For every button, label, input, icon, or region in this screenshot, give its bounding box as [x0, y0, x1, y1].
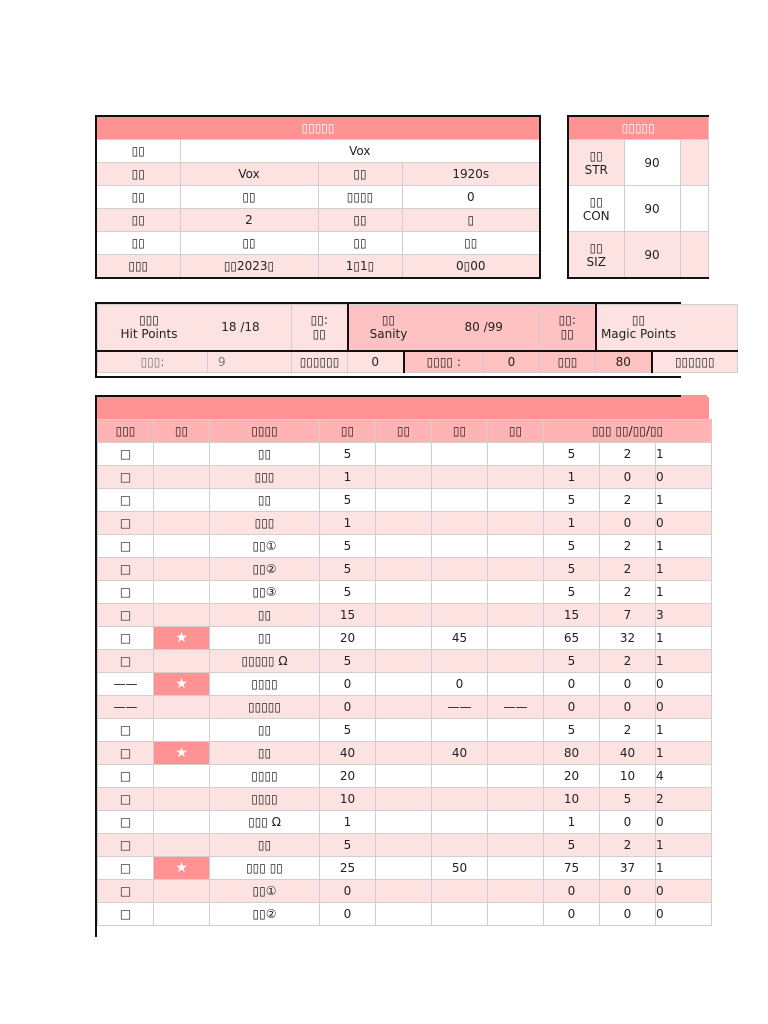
info-value[interactable]: ▯▯2023▯: [180, 255, 318, 279]
skill-growth-checkbox[interactable]: ——: [98, 696, 154, 719]
skill-occupation-points[interactable]: [376, 673, 432, 696]
stat-label: ▯▯▯▯▯▯: [652, 351, 738, 373]
skill-total: 80: [544, 742, 600, 765]
skill-occupation-points[interactable]: [376, 696, 432, 719]
stat-value[interactable]: 80: [596, 351, 652, 373]
skill-total: 10: [544, 788, 600, 811]
skill-growth-checkbox[interactable]: □: [98, 443, 154, 466]
info-label: ▯▯: [96, 232, 180, 255]
skill-total: 5: [544, 443, 600, 466]
skill-occupation-points[interactable]: [376, 765, 432, 788]
skill-half: 2: [600, 719, 656, 742]
hp-status: ▯▯: ▯▯: [292, 305, 348, 351]
info-label: ▯▯: [318, 209, 402, 232]
skill-half: 7: [600, 604, 656, 627]
skill-star-marker: [154, 811, 210, 834]
skill-half: 40: [600, 742, 656, 765]
skill-row: [98, 466, 712, 489]
skill-star-marker: [154, 489, 210, 512]
skill-interest-points[interactable]: [432, 443, 488, 466]
skill-fifth: 3: [656, 604, 712, 627]
skill-total: 5: [544, 535, 600, 558]
skill-base: 0: [320, 903, 376, 926]
skill-base: 0: [320, 880, 376, 903]
skills-header: ▯▯: [154, 420, 210, 443]
skill-growth-points[interactable]: [488, 903, 544, 926]
skill-growth-points[interactable]: [488, 535, 544, 558]
stats-table: [97, 304, 738, 373]
skill-star-marker: [154, 834, 210, 857]
skill-growth-checkbox[interactable]: □: [98, 742, 154, 765]
info-label: ▯▯▯: [96, 255, 180, 279]
skills-header: ▯▯▯ ▯▯/▯▯/▯▯: [544, 420, 712, 443]
skill-base: 5: [320, 581, 376, 604]
skill-name: ▯▯▯▯: [210, 673, 320, 696]
skill-base: 0: [320, 673, 376, 696]
skill-fifth: 4: [656, 765, 712, 788]
skill-row: [98, 650, 712, 673]
skill-half: 2: [600, 489, 656, 512]
skill-half: 2: [600, 581, 656, 604]
skill-row: [98, 857, 712, 880]
skill-star-marker: ★: [154, 742, 210, 765]
info-value[interactable]: Vox: [180, 140, 540, 163]
skill-half: 0: [600, 673, 656, 696]
skill-growth-points[interactable]: [488, 880, 544, 903]
attribute-value[interactable]: 90: [624, 140, 680, 186]
skill-row: [98, 627, 712, 650]
skill-half: 37: [600, 857, 656, 880]
skill-base: 20: [320, 627, 376, 650]
skill-star-marker: [154, 604, 210, 627]
skill-name: ▯▯▯: [210, 512, 320, 535]
info-label: ▯▯▯▯: [318, 186, 402, 209]
attribute-value[interactable]: 90: [624, 232, 680, 279]
skill-star-marker: [154, 581, 210, 604]
sanity-label-cn: ▯▯: [381, 313, 396, 328]
skill-half: 10: [600, 765, 656, 788]
info-label: ▯▯: [96, 163, 180, 186]
skill-growth-checkbox[interactable]: □: [98, 857, 154, 880]
skill-interest-points[interactable]: ——: [432, 696, 488, 719]
investigator-info-table: [95, 115, 541, 279]
skill-growth-checkbox[interactable]: □: [98, 788, 154, 811]
skill-star-marker: [154, 719, 210, 742]
skill-row: [98, 719, 712, 742]
skills-title-bar: [97, 397, 709, 419]
skill-growth-points[interactable]: [488, 788, 544, 811]
skill-name: ▯▯: [210, 742, 320, 765]
skill-total: 5: [544, 581, 600, 604]
skill-total: 65: [544, 627, 600, 650]
skill-growth-points[interactable]: [488, 650, 544, 673]
info-value[interactable]: 0▯00: [402, 255, 540, 279]
skill-fifth: 0: [656, 903, 712, 926]
skill-occupation-points[interactable]: [376, 604, 432, 627]
skill-interest-points[interactable]: [432, 535, 488, 558]
skill-fifth: 1: [656, 443, 712, 466]
attribute-label: ▯▯ STR: [568, 140, 624, 186]
skill-base: 5: [320, 443, 376, 466]
skill-star-marker: [154, 696, 210, 719]
skill-growth-points[interactable]: [488, 765, 544, 788]
skill-growth-checkbox[interactable]: □: [98, 512, 154, 535]
skill-base: 25: [320, 857, 376, 880]
skill-interest-points[interactable]: [432, 558, 488, 581]
info-value[interactable]: ▯▯: [402, 232, 540, 255]
skill-growth-points[interactable]: [488, 834, 544, 857]
skill-occupation-points[interactable]: [376, 627, 432, 650]
skill-name: ▯▯①: [210, 880, 320, 903]
skills-header: ▯▯: [488, 420, 544, 443]
skill-name: ▯▯▯: [210, 466, 320, 489]
skill-interest-points[interactable]: 45: [432, 627, 488, 650]
skill-name: ▯▯: [210, 443, 320, 466]
skill-interest-points[interactable]: 50: [432, 857, 488, 880]
sanity-label-en: Sanity: [369, 327, 408, 342]
skill-occupation-points[interactable]: [376, 443, 432, 466]
skills-header: ▯▯: [376, 420, 432, 443]
skill-row: [98, 788, 712, 811]
sanity-status: ▯▯: ▯▯: [540, 305, 596, 351]
skill-total: 1: [544, 811, 600, 834]
skill-base: 5: [320, 719, 376, 742]
skill-growth-points[interactable]: [488, 857, 544, 880]
skill-fifth: 2: [656, 788, 712, 811]
skill-total: 1: [544, 512, 600, 535]
skill-growth-points[interactable]: [488, 466, 544, 489]
skill-growth-checkbox[interactable]: □: [98, 581, 154, 604]
skill-growth-checkbox[interactable]: □: [98, 604, 154, 627]
skill-row: [98, 742, 712, 765]
skill-row: [98, 581, 712, 604]
skill-growth-points[interactable]: [488, 604, 544, 627]
skill-base: 5: [320, 834, 376, 857]
skill-interest-points[interactable]: [432, 788, 488, 811]
skill-name: ▯▯②: [210, 558, 320, 581]
skill-star-marker: [154, 765, 210, 788]
skill-growth-checkbox[interactable]: □: [98, 558, 154, 581]
info-value[interactable]: Vox: [180, 163, 318, 186]
skill-row: [98, 558, 712, 581]
skill-base: 5: [320, 489, 376, 512]
skill-name: ▯▯③: [210, 581, 320, 604]
skill-total: 75: [544, 857, 600, 880]
skill-occupation-points[interactable]: [376, 535, 432, 558]
skill-occupation-points[interactable]: [376, 719, 432, 742]
skill-growth-checkbox[interactable]: □: [98, 650, 154, 673]
skill-growth-points[interactable]: [488, 558, 544, 581]
skill-total: 5: [544, 650, 600, 673]
info-value[interactable]: ▯▯: [180, 232, 318, 255]
skill-total: 0: [544, 903, 600, 926]
skill-name: ▯▯: [210, 719, 320, 742]
skill-growth-checkbox[interactable]: □: [98, 765, 154, 788]
skill-occupation-points[interactable]: [376, 489, 432, 512]
info-title: ▯▯▯▯▯: [96, 116, 540, 140]
attributes-table: [567, 115, 709, 279]
skill-star-marker: [154, 558, 210, 581]
skill-occupation-points[interactable]: [376, 903, 432, 926]
info-value[interactable]: 1▯1▯: [318, 255, 402, 279]
attribute-label: ▯▯ CON: [568, 186, 624, 232]
skill-base: 1: [320, 811, 376, 834]
skill-fifth: 1: [656, 558, 712, 581]
skill-star-marker: [154, 788, 210, 811]
stat-label: ▯▯▯: [540, 351, 596, 373]
skill-half: 0: [600, 466, 656, 489]
skill-occupation-points[interactable]: [376, 811, 432, 834]
skills-table: [97, 419, 712, 926]
skill-growth-points[interactable]: [488, 443, 544, 466]
skill-growth-checkbox[interactable]: □: [98, 535, 154, 558]
skill-base: 15: [320, 604, 376, 627]
skill-occupation-points[interactable]: [376, 466, 432, 489]
info-value[interactable]: 2: [180, 209, 318, 232]
skill-growth-checkbox[interactable]: □: [98, 627, 154, 650]
skill-star-marker: [154, 443, 210, 466]
skill-interest-points[interactable]: 40: [432, 742, 488, 765]
skill-half: 2: [600, 535, 656, 558]
skill-fifth: 1: [656, 650, 712, 673]
skill-total: 1: [544, 466, 600, 489]
info-value[interactable]: 1920s: [402, 163, 540, 186]
skill-name: ▯▯: [210, 834, 320, 857]
skill-row: [98, 880, 712, 903]
attribute-value[interactable]: 90: [624, 186, 680, 232]
skill-fifth: 0: [656, 512, 712, 535]
skill-growth-points[interactable]: [488, 673, 544, 696]
skill-interest-points[interactable]: [432, 834, 488, 857]
skill-occupation-points[interactable]: [376, 581, 432, 604]
sanity-block: [348, 305, 540, 351]
skill-total: 15: [544, 604, 600, 627]
skill-name: ▯▯▯▯▯ Ω: [210, 650, 320, 673]
skill-base: 5: [320, 650, 376, 673]
skill-fifth: 1: [656, 719, 712, 742]
skill-row: [98, 604, 712, 627]
skill-fifth: 0: [656, 696, 712, 719]
skill-interest-points[interactable]: [432, 489, 488, 512]
skill-name: ▯▯: [210, 489, 320, 512]
skill-interest-points[interactable]: [432, 650, 488, 673]
skill-star-marker: [154, 650, 210, 673]
skill-row: [98, 673, 712, 696]
info-value[interactable]: ▯▯: [180, 186, 318, 209]
skill-interest-points[interactable]: [432, 903, 488, 926]
hp-label-en: Hit Points: [120, 327, 178, 342]
hp-label-cn: ▯▯▯: [139, 313, 159, 328]
skill-name: ▯▯▯▯: [210, 788, 320, 811]
skill-growth-points[interactable]: [488, 512, 544, 535]
skill-growth-points[interactable]: ——: [488, 696, 544, 719]
skill-occupation-points[interactable]: [376, 880, 432, 903]
skill-fifth: 1: [656, 834, 712, 857]
skill-fifth: 1: [656, 742, 712, 765]
skill-half: 0: [600, 512, 656, 535]
skill-total: 5: [544, 719, 600, 742]
skill-name: ▯▯▯ Ω: [210, 811, 320, 834]
skill-interest-points[interactable]: [432, 604, 488, 627]
info-label: ▯▯: [96, 209, 180, 232]
mp-block: [596, 305, 738, 351]
skill-name: ▯▯: [210, 604, 320, 627]
attribute-label: ▯▯ SIZ: [568, 232, 624, 279]
info-value[interactable]: 0: [402, 186, 540, 209]
skill-growth-checkbox[interactable]: □: [98, 811, 154, 834]
mp-label-en: Magic Points: [600, 327, 677, 342]
skill-total: 0: [544, 696, 600, 719]
skill-star-marker: [154, 512, 210, 535]
skill-fifth: 0: [656, 811, 712, 834]
skill-fifth: 1: [656, 627, 712, 650]
skill-fifth: 0: [656, 673, 712, 696]
skill-interest-points[interactable]: [432, 719, 488, 742]
skill-star-marker: ★: [154, 673, 210, 696]
hp-value[interactable]: 18 /18: [221, 320, 260, 335]
skill-name: ▯▯▯▯▯: [210, 696, 320, 719]
skill-fifth: 1: [656, 581, 712, 604]
skill-base: 1: [320, 512, 376, 535]
skill-growth-points[interactable]: [488, 581, 544, 604]
skill-star-marker: [154, 535, 210, 558]
skill-half: 2: [600, 834, 656, 857]
skills-header: ▯▯▯: [98, 420, 154, 443]
skill-star-marker: ★: [154, 627, 210, 650]
skill-star-marker: [154, 466, 210, 489]
skill-fifth: 1: [656, 857, 712, 880]
info-label: ▯▯: [96, 186, 180, 209]
skill-interest-points[interactable]: [432, 880, 488, 903]
stat-value[interactable]: 9: [208, 351, 292, 373]
stat-label: ▯▯▯▯▯▯: [292, 351, 348, 373]
skill-star-marker: [154, 903, 210, 926]
sanity-value[interactable]: 80 /99: [464, 320, 503, 335]
stats-panel: [95, 302, 715, 378]
skill-growth-checkbox[interactable]: □: [98, 903, 154, 926]
skill-interest-points[interactable]: [432, 512, 488, 535]
attributes-panel: [567, 115, 679, 281]
skill-half: 0: [600, 696, 656, 719]
info-label: ▯▯: [318, 232, 402, 255]
skill-total: 5: [544, 489, 600, 512]
info-label: ▯▯: [318, 163, 402, 186]
skill-total: 0: [544, 673, 600, 696]
skill-interest-points[interactable]: [432, 765, 488, 788]
mp-label-cn: ▯▯: [631, 313, 646, 328]
skill-name: ▯▯▯▯: [210, 765, 320, 788]
skill-base: 20: [320, 765, 376, 788]
skill-growth-checkbox[interactable]: □: [98, 719, 154, 742]
skill-half: 2: [600, 443, 656, 466]
skill-growth-checkbox[interactable]: □: [98, 489, 154, 512]
skill-half: 2: [600, 650, 656, 673]
skill-fifth: 0: [656, 466, 712, 489]
skill-row: [98, 443, 712, 466]
skill-base: 0: [320, 696, 376, 719]
skill-occupation-points[interactable]: [376, 742, 432, 765]
skill-growth-points[interactable]: [488, 811, 544, 834]
skill-interest-points[interactable]: [432, 581, 488, 604]
skill-interest-points[interactable]: [432, 466, 488, 489]
skill-row: [98, 489, 712, 512]
hp-block: [98, 305, 292, 351]
skills-header: ▯▯: [432, 420, 488, 443]
skill-row: [98, 765, 712, 788]
skill-half: 0: [600, 811, 656, 834]
skill-fifth: 0: [656, 880, 712, 903]
skill-row: [98, 811, 712, 834]
info-value[interactable]: ▯: [402, 209, 540, 232]
skill-occupation-points[interactable]: [376, 558, 432, 581]
skill-growth-checkbox[interactable]: ——: [98, 673, 154, 696]
skills-panel: [95, 395, 681, 937]
skill-name: ▯▯: [210, 627, 320, 650]
skill-total: 20: [544, 765, 600, 788]
skill-fifth: 1: [656, 535, 712, 558]
skill-row: [98, 834, 712, 857]
skill-half: 2: [600, 558, 656, 581]
skill-growth-checkbox[interactable]: □: [98, 466, 154, 489]
skill-half: 32: [600, 627, 656, 650]
stat-value[interactable]: 0: [484, 351, 540, 373]
stat-label: ▯▯▯:: [98, 351, 208, 373]
skill-growth-points[interactable]: [488, 719, 544, 742]
skill-growth-checkbox[interactable]: □: [98, 834, 154, 857]
skill-star-marker: [154, 880, 210, 903]
skill-base: 5: [320, 558, 376, 581]
skill-interest-points[interactable]: [432, 811, 488, 834]
skill-growth-points[interactable]: [488, 742, 544, 765]
skill-row: [98, 903, 712, 926]
skill-growth-checkbox[interactable]: □: [98, 880, 154, 903]
stat-value[interactable]: 0: [348, 351, 404, 373]
skill-base: 5: [320, 535, 376, 558]
skill-total: 5: [544, 558, 600, 581]
skill-occupation-points[interactable]: [376, 857, 432, 880]
skill-star-marker: ★: [154, 857, 210, 880]
skill-growth-points[interactable]: [488, 627, 544, 650]
skill-growth-points[interactable]: [488, 489, 544, 512]
skill-occupation-points[interactable]: [376, 788, 432, 811]
stat-label: ▯▯▯▯ :: [404, 351, 484, 373]
skill-row: [98, 535, 712, 558]
skill-name: ▯▯▯ ▯▯: [210, 857, 320, 880]
skill-row: [98, 512, 712, 535]
skill-total: 0: [544, 880, 600, 903]
skills-header: ▯▯▯▯: [210, 420, 320, 443]
skill-half: 0: [600, 880, 656, 903]
skill-base: 10: [320, 788, 376, 811]
skill-half: 5: [600, 788, 656, 811]
skill-base: 1: [320, 466, 376, 489]
skills-header: ▯▯: [320, 420, 376, 443]
skill-total: 5: [544, 834, 600, 857]
skill-half: 0: [600, 903, 656, 926]
skill-interest-points[interactable]: 0: [432, 673, 488, 696]
skill-row: [98, 696, 712, 719]
skill-name: ▯▯②: [210, 903, 320, 926]
skill-base: 40: [320, 742, 376, 765]
skill-occupation-points[interactable]: [376, 650, 432, 673]
attributes-title: ▯▯▯▯▯: [568, 116, 708, 140]
info-label: ▯▯: [96, 140, 180, 163]
skill-occupation-points[interactable]: [376, 512, 432, 535]
skill-fifth: 1: [656, 489, 712, 512]
skill-name: ▯▯①: [210, 535, 320, 558]
skill-occupation-points[interactable]: [376, 834, 432, 857]
